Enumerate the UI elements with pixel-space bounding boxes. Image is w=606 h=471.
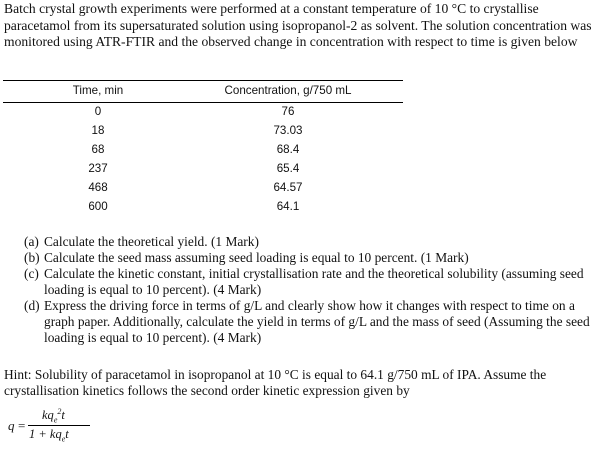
question-text: Calculate the seed mass assuming seed loading is equal to 10 percent. (1 Mark) [44,250,469,265]
table-cell-time: 18 [91,124,105,137]
question-item [24,250,602,266]
table-header-concentration: Concentration, g/750 mL [224,84,352,97]
formula-equals: = [18,418,26,433]
question-text: Calculate the kinetic constant, initial crystallisation rate and the theoretical solubility (assuming seed loading is equal to 10 percent). (4 Mark) [44,266,584,297]
question-label: (d) [24,298,40,313]
table-top-rule [3,80,403,81]
table-cell-time: 468 [88,181,108,194]
question-label: (a) [24,234,39,249]
kinetic-formula [4,407,124,447]
table-cell-time: 600 [88,200,108,213]
question-item [24,266,602,298]
table-cell-concentration: 73.03 [273,124,303,137]
table-cell-concentration: 76 [281,105,295,118]
intro-paragraph: Batch crystal growth experiments were performed at a constant temperature of 10 °C to crystallise paracetamol from its supersaturated solution using isopropanol-2 as solvent. The solution concentration was monitored using ATR-FTIR and the observed change in concentration with respect to time is given below [4,1,592,49]
question-list [24,234,602,346]
table-header-rule [3,102,403,103]
table-cell-concentration: 68.4 [276,143,300,156]
table-cell-concentration: 65.4 [276,162,300,175]
question-item [24,298,602,346]
question-item [24,234,602,250]
table-cell-time: 0 [94,105,102,118]
formula-numerator: $kq_e^2t$ [42,407,65,425]
table-header-time: Time, min [72,84,124,97]
question-label: (b) [24,250,40,265]
hint-paragraph: Hint: Solubility of paracetamol in isopropanol at 10 °C is equal to 64.1 g/750 mL of IPA. Assume the crystallisation kinetics follows the second order kinetic expression given by [4,367,547,398]
table-cell-time: 68 [91,143,105,156]
table-cell-time: 237 [88,162,108,175]
question-text: Calculate the theoretical yield. (1 Mark) [44,234,259,249]
table-cell-concentration: 64.57 [273,181,303,194]
formula-fraction-bar [28,425,90,426]
formula-lhs: q [8,418,15,433]
table-cell-concentration: 64.1 [276,200,300,213]
formula-denominator: $1 + kq_et$ [29,427,69,444]
question-text: Express the driving force in terms of g/L and clearly show how it changes with respect to time on a graph paper. Additionally, calculate the yield in terms of g/L and the mass of seed (Assuming the seed loading is equal to 10 percent). (4 Mark) [44,298,590,345]
question-label: (c) [24,266,39,281]
